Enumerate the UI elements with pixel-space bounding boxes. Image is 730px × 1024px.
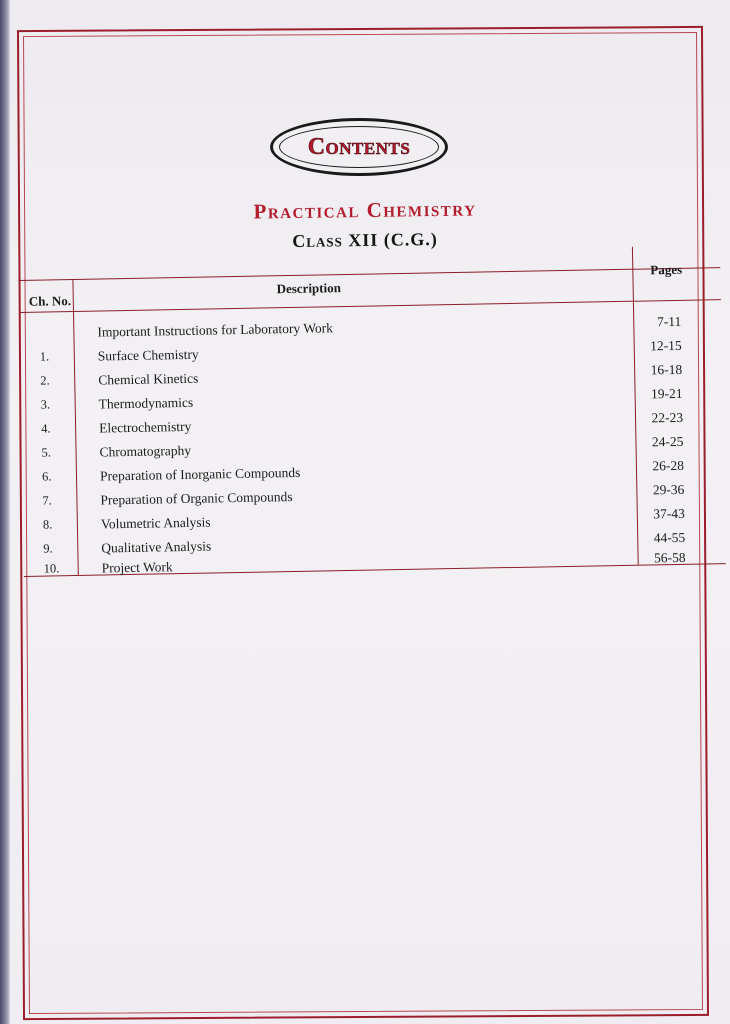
chapter-number: 5. <box>41 445 52 460</box>
contents-table <box>18 245 726 588</box>
header-pages: Pages <box>650 261 683 278</box>
chapter-title: Chromatography <box>99 442 192 460</box>
table-header-rule <box>19 299 721 313</box>
chapter-pages: 29-36 <box>652 481 685 498</box>
chapter-title: Electrochemistry <box>98 418 192 436</box>
chapter-pages: 19-21 <box>650 385 683 402</box>
contents-badge <box>270 118 448 176</box>
table-top-rule <box>18 267 720 281</box>
chapter-pages: 56-58 <box>653 549 686 566</box>
chapter-number: 7. <box>42 493 52 508</box>
chapter-title: Preparation of Inorganic Compounds <box>99 464 301 484</box>
chapter-pages: 7-11 <box>656 313 682 330</box>
chapter-title: Important Instructions for Laboratory Work <box>97 320 334 340</box>
chapter-pages: 37-43 <box>653 505 685 522</box>
chapter-title: Qualitative Analysis <box>101 538 212 556</box>
chapter-pages: 22-23 <box>651 409 684 426</box>
chapter-pages: 44-55 <box>653 529 686 546</box>
chapter-pages: 24-25 <box>651 433 684 450</box>
chapter-title: Preparation of Organic Compounds <box>100 489 293 508</box>
header-ch-no: Ch. No. <box>28 293 72 309</box>
chapter-pages: 26-28 <box>652 457 685 474</box>
chapter-title: Project Work <box>101 559 173 576</box>
chapter-title: Volumetric Analysis <box>100 514 211 532</box>
chapter-number: 6. <box>41 469 52 484</box>
chapter-pages: 16-18 <box>650 361 683 378</box>
chapter-number: 2. <box>40 373 50 388</box>
subject-title: Practical Chemistry <box>253 196 477 224</box>
header-description: Description <box>276 280 342 297</box>
chapter-title: Chemical Kinetics <box>98 370 199 388</box>
chapter-number: 1. <box>39 349 50 364</box>
chapter-number: 4. <box>41 421 51 436</box>
chapter-number: 3. <box>40 397 51 412</box>
contents-heading: Contents <box>307 133 411 160</box>
chapter-number: 8. <box>42 517 53 532</box>
column-divider-no <box>72 279 78 575</box>
chapter-title: Surface Chemistry <box>97 346 199 364</box>
chapter-number: 9. <box>43 541 53 556</box>
class-title: Class XII (C.G.) <box>292 228 438 252</box>
chapter-pages: 12-15 <box>650 337 682 354</box>
book-spine <box>0 0 10 1024</box>
chapter-number: 10. <box>43 561 60 576</box>
chapter-title: Thermodynamics <box>98 394 194 412</box>
